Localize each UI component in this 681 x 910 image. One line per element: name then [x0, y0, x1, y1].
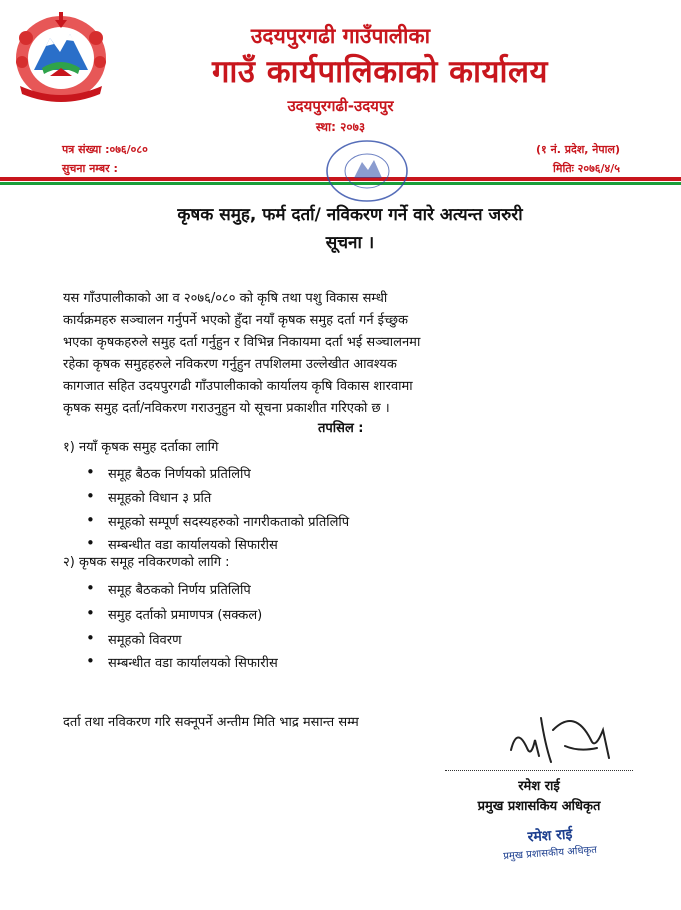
letter-number: पत्र संख्या :०७६/०८०	[62, 143, 148, 156]
section-1-item: • समूहको विधान ३ प्रति	[108, 488, 211, 506]
office-address: उदयपुरगढी-उदयपुर	[287, 97, 394, 115]
signatory-name: रमेश राई	[518, 779, 560, 794]
established-year: स्था: २०७३	[315, 120, 366, 134]
deadline-note: दर्ता तथा नविकरण गरि सक्नूपर्ने अन्तीम मिति भाद्र मसान्त सम्म	[63, 715, 359, 730]
notice-number: सुचना नम्बर :	[62, 162, 118, 175]
handwritten-signature	[505, 700, 615, 770]
province-label: (१ नं. प्रदेश, नेपाल)	[536, 143, 620, 156]
notice-title-line-1: कृषक समुह, फर्म दर्ता/ नविकरण गर्ने वारे अत्यन्त जरुरी	[177, 205, 523, 225]
office-name: गाउँ कार्यपालिकाको कार्यालय	[211, 54, 549, 90]
paragraph-line: कृषक समुह दर्ता/नविकरण गराउनुहुन यो सूचना प्रकाशीत गरिएको छ ।	[63, 401, 390, 416]
notice-paragraph	[63, 288, 619, 420]
paragraph-line: यस गाँउपालीकाको आ व २०७६/०८० को कृषि तथा पशु विकास सम्धी	[63, 291, 388, 306]
paragraph-line: रहेका कृषक समुहहरुले नविकरण गर्नुहुन तपशिलमा उल्लेखीत आवश्यक	[63, 357, 397, 372]
section-2-item: • सम्बन्धीत वडा कार्यालयको सिफारीस	[108, 653, 278, 671]
tapsil-heading: तपसिल :	[318, 421, 364, 436]
signatory-designation: प्रमुख प्रशासकिय अधिकृत	[477, 799, 601, 814]
section-2-item: • समूह बैठकको निर्णय प्रतिलिपि	[108, 580, 251, 598]
office-seal-stamp	[322, 138, 412, 204]
section-1-item: • समूह बैठक निर्णयको प्रतिलिपि	[108, 464, 251, 482]
paragraph-line: कागजात सहित उदयपुरगढी गाँउपालीकाको कार्यालय कृषि विकास शारवामा	[63, 379, 413, 394]
section-1-item: • समूहको सम्पूर्ण सदस्यहरुको नागरीकताको प्रतिलिपि	[108, 512, 349, 530]
section-2-heading: २) कृषक समूह नविकरणको लागि :	[63, 555, 230, 570]
paragraph-line: कार्यक्रमहरु सञ्चालन गर्नुपर्ने भएको हुँदा नयाँ कृषक समुह दर्ता गर्न ईच्छुक	[63, 313, 408, 328]
section-2-item: • समूहको विवरण	[108, 630, 182, 648]
name-stamp: रमेश राई	[527, 826, 573, 846]
letter-date: मितिः २०७६/४/५	[553, 162, 620, 175]
section-2-item: • समुह दर्ताको प्रमाणपत्र (सक्कल)	[108, 605, 262, 623]
municipality-name: उदयपुरगढी गाउँपालीका	[250, 24, 431, 48]
name-stamp-designation: प्रमुख प्रशासकीय अधिकृत	[502, 844, 598, 863]
section-1-item: • सम्बन्धीत वडा कार्यालयको सिफारीस	[108, 535, 278, 553]
section-1-heading: १) नयाँ कृषक समुह दर्ताका लागि	[63, 440, 219, 455]
signature-line	[445, 770, 633, 771]
notice-title-line-2: सूचना ।	[325, 233, 375, 253]
paragraph-line: भएका कृषकहरुले समुह दर्ता गर्नुहुन र विभिन्न निकायमा दर्ता भई सञ्चालनमा	[63, 335, 421, 350]
